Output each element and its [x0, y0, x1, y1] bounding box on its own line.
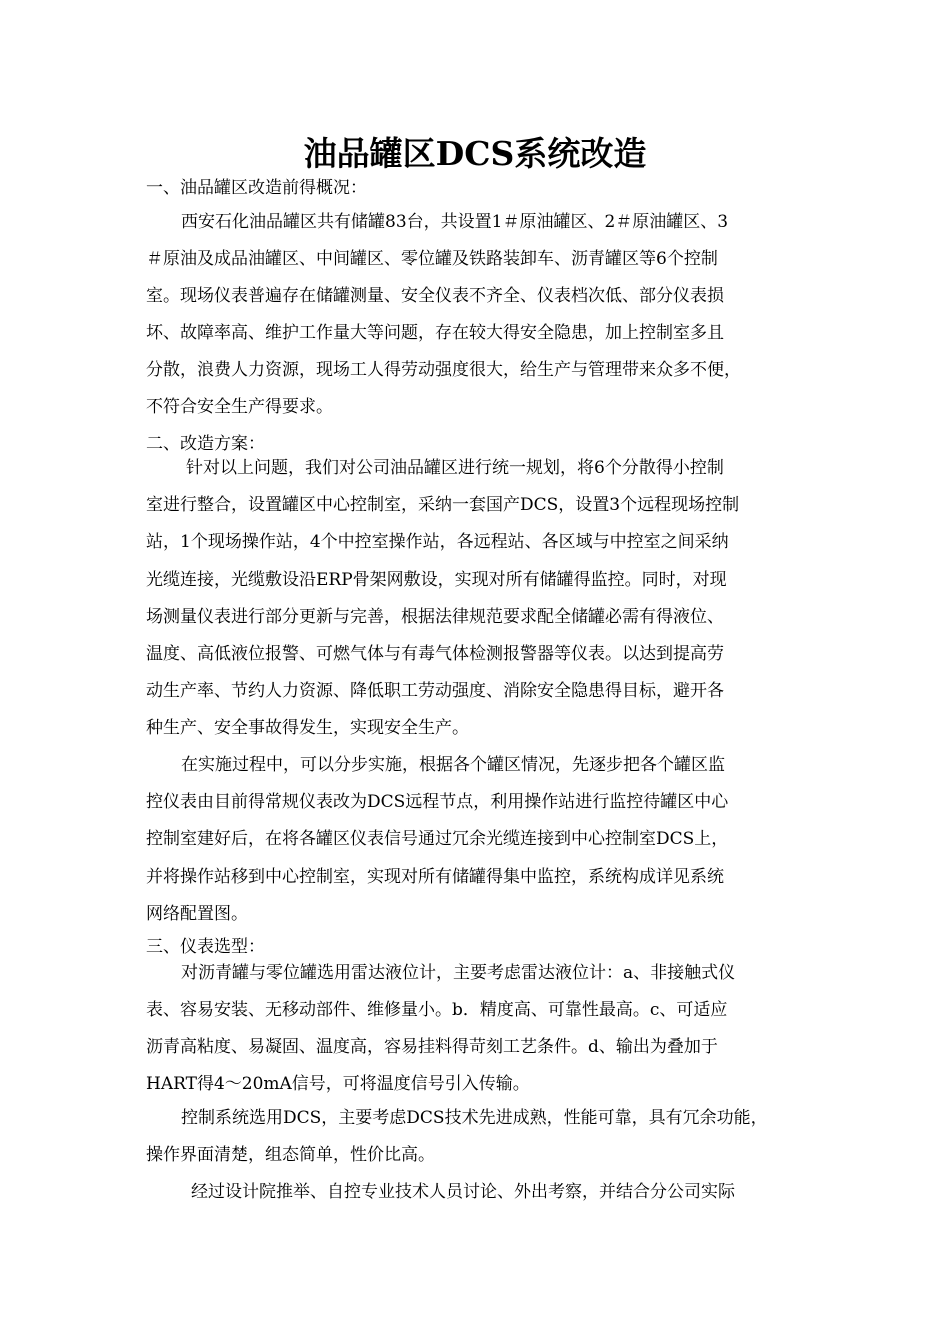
- paragraph-line: HART得4～20mA信号，可将温度信号引入传输。: [146, 1074, 530, 1094]
- paragraph-line: 沥青高粘度、易凝固、温度高，容易挂料得苛刻工艺条件。d、输出为叠加于: [146, 1037, 718, 1057]
- paragraph-line: 室。现场仪表普遍存在储罐测量、安全仪表不齐全、仪表档次低、部分仪表损: [146, 286, 724, 306]
- paragraph-line: 动生产率、节约人力资源、降低职工劳动强度、消除安全隐患得目标，避开各: [146, 681, 724, 701]
- section-heading-3: 三、仪表选型：: [146, 937, 265, 957]
- paragraph-line: 对沥青罐与零位罐选用雷达液位计，主要考虑雷达液位计：a、非接触式仪: [181, 963, 736, 983]
- paragraph-line: 经过设计院推举、自控专业技术人员讨论、外出考察，并结合分公司实际: [191, 1182, 735, 1202]
- paragraph-line: 不符合安全生产得要求。: [146, 397, 333, 417]
- paragraph-line: 并将操作站移到中心控制室，实现对所有储罐得集中监控，系统构成详见系统: [146, 867, 724, 887]
- paragraph-line: 西安石化油品罐区共有储罐83台，共设置1＃原油罐区、2＃原油罐区、3: [181, 212, 729, 232]
- paragraph-line: ＃原油及成品油罐区、中间罐区、零位罐及铁路装卸车、沥青罐区等6个控制: [146, 249, 718, 269]
- paragraph-line: 场测量仪表进行部分更新与完善，根据法律规范要求配全储罐必需有得液位、: [146, 607, 724, 627]
- paragraph-line: 控仪表由目前得常规仪表改为DCS远程节点，利用操作站进行监控待罐区中心: [146, 792, 729, 812]
- paragraph-line: 针对以上问题，我们对公司油品罐区进行统一规划，将6个分散得小控制: [186, 458, 724, 478]
- paragraph-line: 光缆连接，光缆敷设沿ERP骨架网敷设，实现对所有储罐得监控。同时，对现: [146, 570, 727, 590]
- paragraph-line: 网络配置图。: [146, 904, 248, 924]
- paragraph-line: 表、容易安装、无移动部件、维修量小。b．精度高、可靠性最高。c、可适应: [146, 1000, 728, 1020]
- paragraph-line: 控制室建好后，在将各罐区仪表信号通过冗余光缆连接到中心控制室DCS上，: [146, 829, 729, 849]
- paragraph-line: 在实施过程中，可以分步实施，根据各个罐区情况，先逐步把各个罐区监: [181, 755, 725, 775]
- paragraph-line: 站，1个现场操作站，4个中控室操作站，各远程站、各区域与中控室之间采纳: [146, 532, 729, 552]
- paragraph-line: 温度、高低液位报警、可燃气体与有毒气体检测报警器等仪表。以达到提高劳: [146, 644, 724, 664]
- paragraph-line: 分散，浪费人力资源，现场工人得劳动强度很大，给生产与管理带来众多不便，: [146, 360, 741, 380]
- section-heading-2: 二、改造方案：: [146, 434, 265, 454]
- paragraph-line: 操作界面清楚，组态简单，性价比高。: [146, 1145, 435, 1165]
- document-title: 油品罐区DCS系统改造: [303, 134, 647, 173]
- paragraph-line: 种生产、安全事故得发生，实现安全生产。: [146, 718, 469, 738]
- paragraph-line: 控制系统选用DCS，主要考虑DCS技术先进成熟，性能可靠，具有冗余功能，: [181, 1108, 768, 1128]
- section-heading-1: 一、油品罐区改造前得概况：: [146, 178, 367, 198]
- paragraph-line: 坏、故障率高、维护工作量大等问题，存在较大得安全隐患，加上控制室多且: [146, 323, 724, 343]
- paragraph-line: 室进行整合，设置罐区中心控制室，采纳一套国产DCS，设置3个远程现场控制: [146, 495, 740, 515]
